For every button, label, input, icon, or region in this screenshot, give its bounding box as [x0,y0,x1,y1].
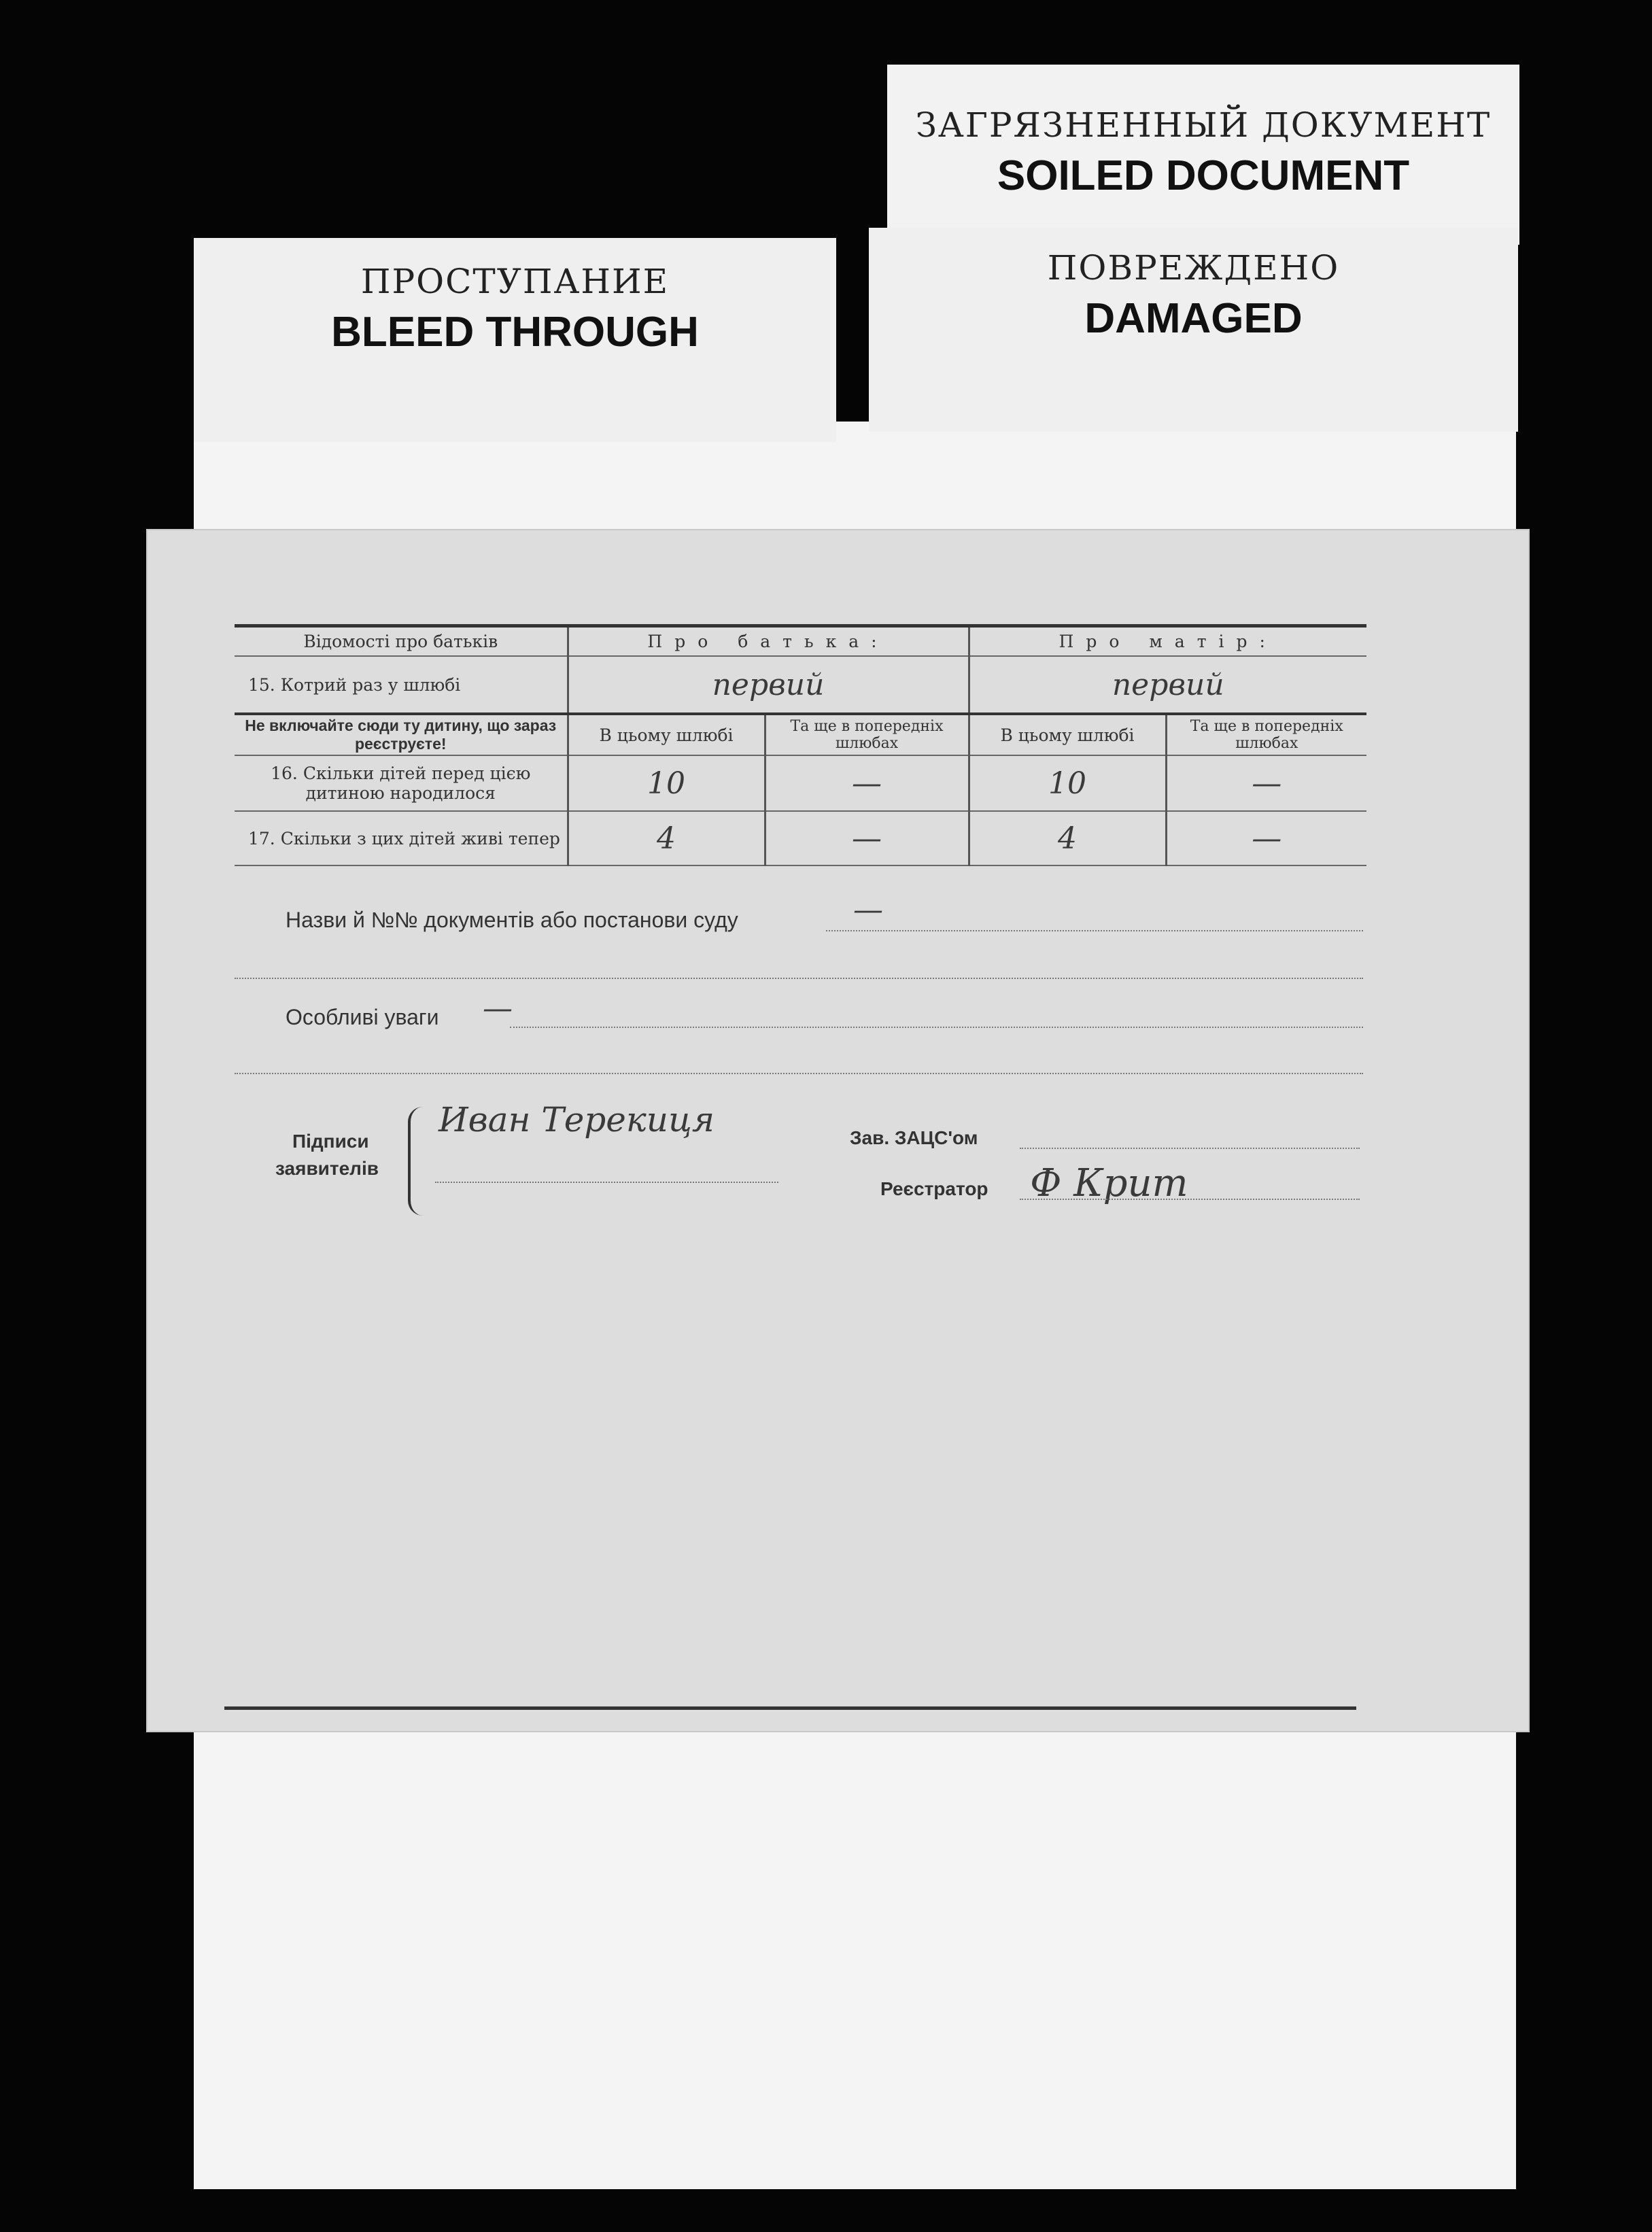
row15-label: 15. Котрий раз у шлюбі [248,674,461,695]
row15-father: первий [568,656,969,714]
soiled-document-card [887,65,1519,245]
row17-father-this: 4 [568,811,765,865]
header-col0: Відомості про батьків [303,632,498,651]
signatures-label-1: Підписи [292,1131,369,1152]
head-label: Зав. ЗАЦС'ом [850,1127,978,1148]
damaged-card [869,228,1518,432]
row16-father-prev: — [765,755,969,811]
row17-mother-prev: — [1166,811,1366,865]
row17-mother-this: 4 [969,811,1166,865]
signatures-label-2: заявителів [275,1158,379,1179]
subheader-father-this: В цьому шлюбі [568,714,765,755]
subheader-note: Не включайте сюди ту дитину, що зараз реєструєте! [245,717,557,753]
documents-line-2 [235,978,1363,979]
subheader-row [235,714,1366,755]
bleed-ru-label: ПРОСТУПАНИЕ [360,262,670,301]
documents-line [826,930,1363,931]
row16-label: 16. Скільки дітей перед цією дитиною народилося [271,763,531,803]
registrar-signature: Ф Крит [1030,1161,1188,1205]
damaged-ru-label: ПОВРЕЖДЕНО [1047,248,1340,288]
row-17 [235,811,1366,865]
bottom-rule [224,1706,1356,1710]
damaged-en-label: DAMAGED [1084,295,1303,342]
soiled-en-label: SOILED DOCUMENT [997,152,1410,199]
row-16 [235,755,1366,811]
header-father: Про батька: [568,628,969,656]
header-mother: Про матір: [969,628,1366,656]
notes-line [510,1027,1363,1028]
head-line [1020,1148,1360,1149]
registrar-label: Реєстратор [880,1178,988,1199]
applicant-line [435,1182,778,1183]
row16-mother-this: 10 [969,755,1166,811]
row17-father-prev: — [765,811,969,865]
row15-mother: первий [969,656,1366,714]
documents-label: Назви й №№ документів або постанови суду [286,908,738,932]
parents-table [235,628,1366,866]
documents-value: — [853,893,883,927]
soiled-ru-label: ЗАГРЯЗНЕННЫЙ ДОКУМЕНТ [915,105,1492,145]
subheader-father-prev: Та ще в попередніх шлюбах [765,714,969,755]
bleed-en-label: BLEED THROUGH [331,309,699,356]
registrar-line [1020,1199,1360,1200]
table-header-row [235,628,1366,656]
subheader-mother-this: В цьому шлюбі [969,714,1166,755]
notes-value: — [483,991,513,1026]
applicant-signature: Иван Терекиця [438,1100,715,1139]
bleed-through-card [194,238,836,442]
signatures-brace [408,1107,431,1216]
record-sheet [146,529,1530,1732]
subheader-mother-prev: Та ще в попередніх шлюбах [1166,714,1366,755]
row17-label: 17. Скільки з цих дітей живі тепер [248,828,560,848]
notes-line-2 [235,1073,1363,1074]
row-15 [235,656,1366,714]
notes-label: Особливі уваги [286,1005,439,1029]
row16-father-this: 10 [568,755,765,811]
row16-mother-prev: — [1166,755,1366,811]
